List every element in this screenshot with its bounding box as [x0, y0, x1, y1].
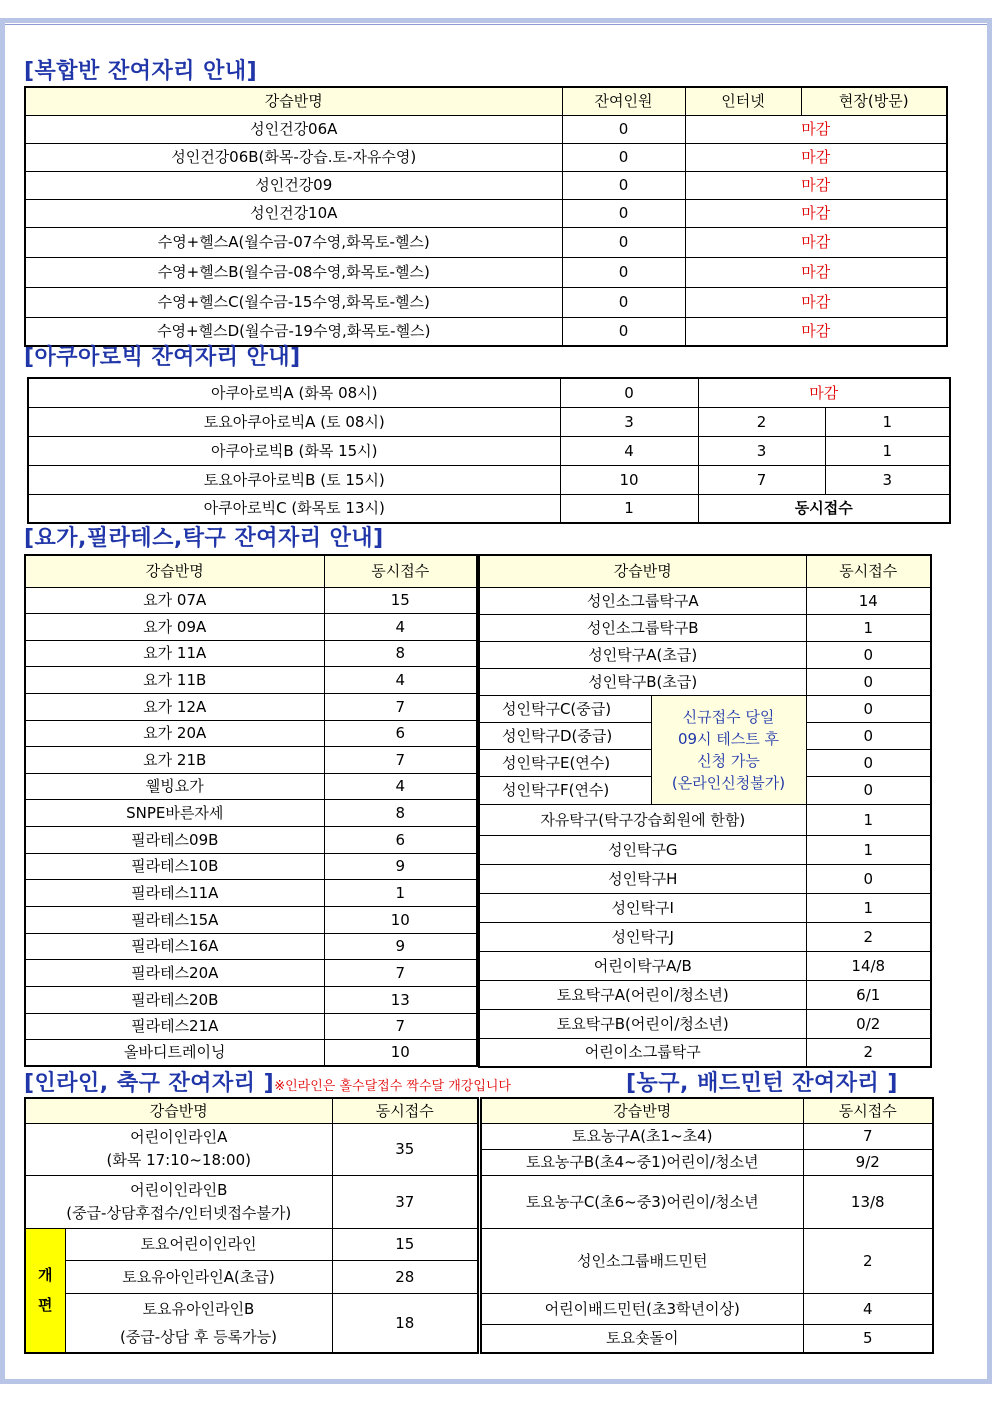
class-name: 성인탁구E(연수) [479, 749, 651, 776]
class-name [25, 1175, 332, 1228]
table-row [25, 746, 477, 773]
table-row [25, 1293, 478, 1353]
closed-status: 마감 [685, 317, 947, 346]
class-name: 토요농구C(초6~중3)어린이/청소년 [481, 1175, 803, 1228]
table-row [28, 465, 950, 494]
section-title-aqua: [아쿠아로빅 잔여자리 안내] [24, 345, 301, 370]
table-row [479, 835, 931, 864]
class-name: 토요아쿠아로빅A (토 08시) [28, 407, 560, 436]
concurrent-count: 0 [806, 864, 931, 893]
table-row [28, 436, 950, 465]
section-title-complex: [복합반 잔여자리 안내] [24, 59, 258, 84]
concurrent-count: 1 [806, 804, 931, 835]
closed-status: 마감 [698, 378, 950, 407]
class-name: 수영+헬스C(월수금-15수영,화목토-헬스) [25, 287, 562, 317]
class-name: 요가 11B [25, 666, 324, 693]
page-border-bottom [0, 1379, 992, 1384]
class-note: (중급-상담후접수/인터넷접수불가) [66, 1203, 292, 1222]
yoga-rows [25, 587, 477, 1066]
concurrent-count: 1 [324, 879, 477, 906]
class-name: 아쿠아로빅C (화목토 13시) [28, 494, 560, 523]
table-row [25, 115, 947, 143]
inline-table [24, 1097, 479, 1354]
class-name: 필라테스16A [25, 933, 324, 959]
closed-status: 마감 [685, 143, 947, 171]
table-row [479, 951, 931, 980]
class-name: 토요아쿠아로빅B (토 15시) [28, 465, 560, 494]
concurrent-count: 7 [324, 746, 477, 773]
class-name: 요가 20A [25, 720, 324, 746]
table-row [28, 494, 950, 523]
class-name: SNPE바른자세 [25, 799, 324, 826]
closed-status: 마감 [685, 227, 947, 257]
table-row [25, 933, 477, 959]
concurrent-count: 15 [324, 587, 477, 613]
class-name: 필라테스20A [25, 959, 324, 986]
table-row [25, 587, 477, 613]
remain-count: 0 [562, 287, 685, 317]
class-name: 아쿠아로빅A (화목 08시) [28, 378, 560, 407]
class-name: 필라테스09B [25, 826, 324, 853]
concurrent-count: 2 [806, 1038, 931, 1067]
concurrent-count: 0 [806, 695, 931, 722]
concurrent-count: 35 [332, 1123, 478, 1175]
header-internet: 인터넷 [685, 87, 801, 115]
table-row [479, 695, 931, 722]
table-row [479, 1009, 931, 1038]
concurrent-count: 7 [803, 1123, 933, 1149]
class-name: 필라테스11A [25, 879, 324, 906]
table-row [28, 407, 950, 436]
class-name: 어린이배드민턴(초3학년이상) [481, 1293, 803, 1324]
class-name: 필라테스21A [25, 1013, 324, 1039]
table-row [25, 287, 947, 317]
concurrent-count: 13 [324, 986, 477, 1013]
table-row [479, 980, 931, 1009]
class-name-line: 어린이인라인A [130, 1128, 228, 1146]
table-row [479, 893, 931, 922]
class-name: 성인탁구I [479, 893, 806, 922]
inline-note: ※인라인은 홀수달접수 짝수달 개강입니다 [274, 1079, 511, 1094]
class-name: 요가 11A [25, 640, 324, 666]
table-row [25, 1123, 478, 1175]
table-row [25, 799, 477, 826]
class-name: 성인탁구G [479, 835, 806, 864]
table-row [25, 171, 947, 199]
class-name: 올바디트레이닝 [25, 1039, 324, 1066]
table-row [481, 1149, 933, 1175]
concurrent-count: 1 [806, 835, 931, 864]
concurrent-count: 7 [324, 959, 477, 986]
header-concurrent: 동시접수 [806, 555, 931, 587]
label-char: 편 [38, 1296, 53, 1315]
concurrent-count: 28 [332, 1260, 478, 1293]
class-name: 성인소그룹배드민턴 [481, 1228, 803, 1293]
remain-count: 4 [560, 436, 698, 465]
class-name: 성인건강06A [25, 115, 562, 143]
concurrent-count: 9 [324, 853, 477, 879]
class-name: 수영+헬스D(월수금-19수영,화목토-헬스) [25, 317, 562, 346]
note-line: 신규접수 당일 [682, 707, 775, 726]
concurrent-count: 0 [806, 749, 931, 776]
concurrent-count: 8 [324, 640, 477, 666]
concurrent-count: 14/8 [806, 951, 931, 980]
class-name: 성인소그룹탁구B [479, 614, 806, 641]
concurrent-count: 18 [332, 1293, 478, 1353]
concurrent-count: 2 [806, 922, 931, 951]
concurrent-count: 8 [324, 799, 477, 826]
visit-count: 1 [825, 407, 950, 436]
concurrent-count: 6 [324, 720, 477, 746]
class-name: 성인건강09 [25, 171, 562, 199]
inline-title-text: [인라인, 축구 잔여자리 ] [24, 1071, 275, 1096]
class-name: 아쿠아로빅B (화목 15시) [28, 436, 560, 465]
class-name: 필라테스10B [25, 853, 324, 879]
concurrent-count: 0 [806, 722, 931, 749]
header-remain: 잔여인원 [562, 87, 685, 115]
class-name: 필라테스15A [25, 906, 324, 933]
note-line: 09시 테스트 후 [677, 729, 780, 748]
note-line: 신청 가능 [697, 751, 760, 770]
table-row [481, 1175, 933, 1228]
page-border-right [987, 18, 992, 1384]
table-row [25, 227, 947, 257]
table-row [479, 641, 931, 668]
yoga-table [24, 554, 478, 1067]
basket-table [480, 1097, 934, 1354]
tabletennis-rows-bottom [479, 804, 931, 1067]
table-row [25, 986, 477, 1013]
class-name: 토요농구B(초4~중1)어린이/청소년 [481, 1149, 803, 1175]
class-name: 수영+헬스B(월수금-08수영,화목토-헬스) [25, 257, 562, 287]
remain-count: 0 [562, 143, 685, 171]
table-row [479, 804, 931, 835]
aqua-table [27, 377, 951, 524]
table-row [25, 257, 947, 287]
header-class-name: 강습반명 [479, 555, 806, 587]
class-name: 토요유아인라인A(초급) [65, 1260, 332, 1293]
class-name: 성인건강10A [25, 199, 562, 227]
class-name: 성인탁구F(연수) [479, 776, 651, 804]
concurrent-count: 0 [806, 641, 931, 668]
concurrent-count: 0/2 [806, 1009, 931, 1038]
tabletennis-rows-top [479, 587, 931, 695]
section-title-yoga: [요가,필라테스,탁구 잔여자리 안내] [24, 526, 384, 551]
concurrent-count: 6/1 [806, 980, 931, 1009]
concurrent-count: 4 [803, 1293, 933, 1324]
table-row [479, 1038, 931, 1067]
remain-count: 1 [560, 494, 698, 523]
page-border-top-line [0, 24, 992, 25]
class-name [25, 1123, 332, 1175]
concurrent-count: 1 [806, 614, 931, 641]
table-row [25, 1175, 478, 1228]
table-row [25, 143, 947, 171]
table-row [25, 879, 477, 906]
class-name: 토요농구A(초1~초4) [481, 1123, 803, 1149]
concurrent-count: 4 [324, 773, 477, 799]
class-name: 요가 21B [25, 746, 324, 773]
remain-count: 0 [562, 171, 685, 199]
internet-count: 2 [698, 407, 825, 436]
closed-status: 마감 [685, 199, 947, 227]
class-name: 토요탁구B(어린이/청소년) [479, 1009, 806, 1038]
tabletennis-table [478, 554, 932, 1068]
table-row [25, 906, 477, 933]
concurrent-status: 동시접수 [698, 494, 950, 523]
header-concurrent: 동시접수 [332, 1098, 478, 1123]
class-name: 토요어린이인라인 [65, 1228, 332, 1260]
header-class-name: 강습반명 [25, 555, 324, 587]
page-border-left [0, 18, 5, 1384]
table-row [481, 1123, 933, 1149]
concurrent-count: 0 [806, 668, 931, 695]
visit-count: 3 [825, 465, 950, 494]
table-row [25, 1039, 477, 1066]
table-row [25, 693, 477, 720]
remain-count: 0 [562, 317, 685, 346]
class-name: 성인탁구B(초급) [479, 668, 806, 695]
closed-status: 마감 [685, 171, 947, 199]
concurrent-count: 7 [324, 693, 477, 720]
table-row [479, 587, 931, 614]
class-name: 성인탁구D(중급) [479, 722, 651, 749]
class-name: 성인소그룹탁구A [479, 587, 806, 614]
class-name-line: 토요유아인라인B [142, 1299, 255, 1318]
remain-count: 10 [560, 465, 698, 494]
intermediate-note [651, 695, 806, 804]
complex-header-row [25, 87, 947, 115]
table-row [479, 614, 931, 641]
table-row [25, 720, 477, 746]
class-name: 성인탁구J [479, 922, 806, 951]
table-row [479, 922, 931, 951]
internet-count: 3 [698, 436, 825, 465]
class-name: 성인건강06B(화목-강습.토-자유수영) [25, 143, 562, 171]
remain-count: 0 [562, 227, 685, 257]
table-row [25, 613, 477, 640]
closed-status: 마감 [685, 257, 947, 287]
remain-count: 0 [560, 378, 698, 407]
class-name: 성인탁구H [479, 864, 806, 893]
concurrent-count: 7 [324, 1013, 477, 1039]
table-row [25, 666, 477, 693]
table-row [25, 1260, 478, 1293]
table-row [481, 1228, 933, 1293]
yoga-header-row [25, 555, 477, 587]
concurrent-count: 10 [324, 906, 477, 933]
class-name: 토요숏돌이 [481, 1324, 803, 1353]
table-row [25, 773, 477, 799]
reorganized-label [25, 1228, 65, 1353]
concurrent-count: 9 [324, 933, 477, 959]
note-line: (온라인신청불가) [671, 773, 786, 792]
class-name: 성인탁구C(중급) [479, 695, 651, 722]
tabletennis-header-row [479, 555, 931, 587]
class-name: 어린이소그룹탁구 [479, 1038, 806, 1067]
concurrent-count: 2 [803, 1228, 933, 1293]
concurrent-count: 14 [806, 587, 931, 614]
basket-header-row [481, 1098, 933, 1123]
label-char: 개 [38, 1266, 53, 1285]
table-row [28, 378, 950, 407]
concurrent-count: 0 [806, 776, 931, 804]
table-row [25, 199, 947, 227]
table-row [25, 959, 477, 986]
page-border-top [0, 18, 992, 23]
header-concurrent: 동시접수 [324, 555, 477, 587]
complex-table [24, 86, 948, 347]
class-name: 토요탁구A(어린이/청소년) [479, 980, 806, 1009]
class-name: 성인탁구A(초급) [479, 641, 806, 668]
closed-status: 마감 [685, 115, 947, 143]
concurrent-count: 4 [324, 666, 477, 693]
class-name: 어린이탁구A/B [479, 951, 806, 980]
visit-count: 1 [825, 436, 950, 465]
header-class-name: 강습반명 [25, 1098, 332, 1123]
concurrent-count: 37 [332, 1175, 478, 1228]
concurrent-count: 1 [806, 893, 931, 922]
header-visit: 현장(방문) [801, 87, 947, 115]
class-name: 요가 09A [25, 613, 324, 640]
remain-count: 0 [562, 199, 685, 227]
concurrent-count: 4 [324, 613, 477, 640]
header-class-name: 강습반명 [481, 1098, 803, 1123]
table-row [25, 1228, 478, 1260]
table-row [481, 1324, 933, 1353]
class-name: 수영+헬스A(월수금-07수영,화목토-헬스) [25, 227, 562, 257]
concurrent-count: 9/2 [803, 1149, 933, 1175]
class-name: 요가 07A [25, 587, 324, 613]
class-schedule: (화목 17:10~18:00) [106, 1151, 251, 1169]
class-name: 웰빙요가 [25, 773, 324, 799]
class-name: 요가 12A [25, 693, 324, 720]
concurrent-count: 13/8 [803, 1175, 933, 1228]
internet-count: 7 [698, 465, 825, 494]
table-row [479, 668, 931, 695]
header-concurrent: 동시접수 [803, 1098, 933, 1123]
class-name: 필라테스20B [25, 986, 324, 1013]
remain-count: 0 [562, 115, 685, 143]
remain-count: 3 [560, 407, 698, 436]
class-name: 자유탁구(탁구강습회원에 한함) [479, 804, 806, 835]
concurrent-count: 10 [324, 1039, 477, 1066]
section-title-basket: [농구, 배드민턴 잔여자리 ] [626, 1071, 898, 1096]
class-name [65, 1293, 332, 1353]
remain-count: 0 [562, 257, 685, 287]
class-note: (중급-상담 후 등록가능) [119, 1327, 278, 1346]
concurrent-count: 15 [332, 1228, 478, 1260]
table-row [481, 1293, 933, 1324]
concurrent-count: 5 [803, 1324, 933, 1353]
class-name-line: 어린이인라인B [130, 1180, 228, 1199]
table-row [25, 826, 477, 853]
header-class-name: 강습반명 [25, 87, 562, 115]
section-title-inline [24, 1066, 511, 1097]
table-row [25, 1013, 477, 1039]
concurrent-count: 6 [324, 826, 477, 853]
table-row [25, 640, 477, 666]
table-row [25, 853, 477, 879]
inline-header-row [25, 1098, 478, 1123]
table-row [479, 864, 931, 893]
closed-status: 마감 [685, 287, 947, 317]
